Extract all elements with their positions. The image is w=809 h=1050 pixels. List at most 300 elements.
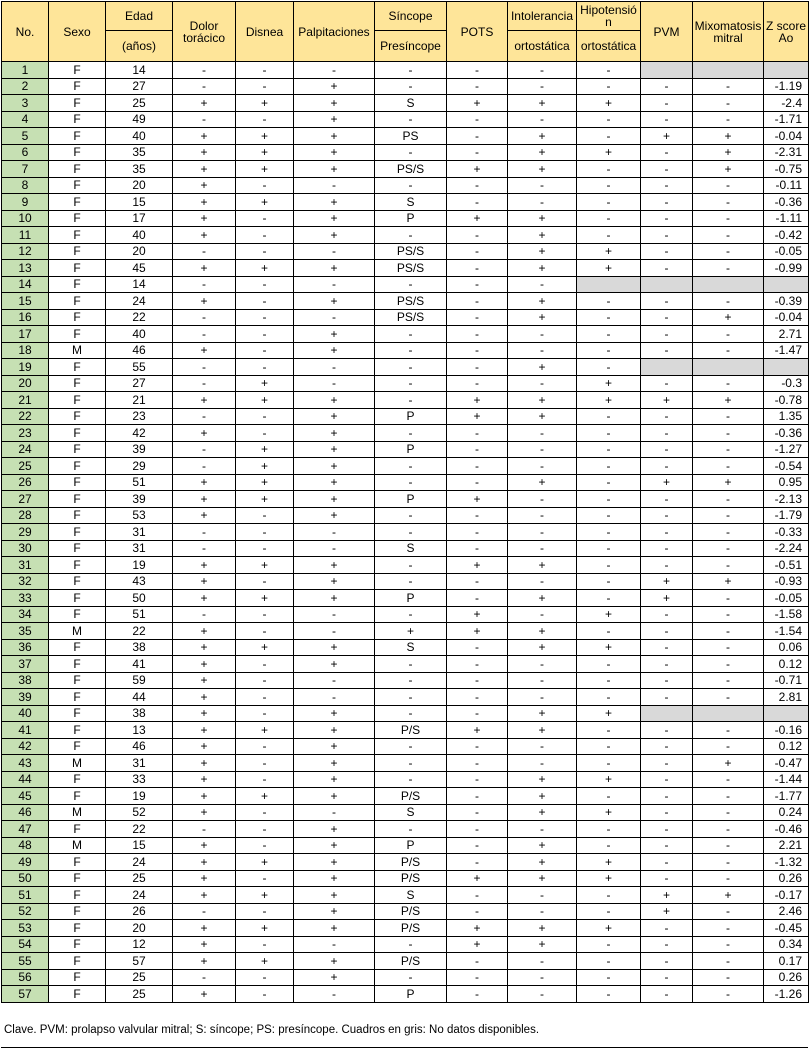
cell-palpitaciones: - — [294, 540, 375, 557]
cell-intolerancia: - — [508, 969, 577, 986]
cell-dolor: + — [173, 854, 236, 871]
cell-dolor: + — [173, 557, 236, 574]
cell-intolerancia: + — [508, 210, 577, 227]
cell-sincope: P/S — [375, 722, 447, 739]
cell-dolor: + — [173, 705, 236, 722]
cell-pots: - — [447, 227, 508, 244]
cell-pots: - — [447, 507, 508, 524]
cell-dolor: - — [173, 309, 236, 326]
cell-no: 45 — [2, 788, 49, 805]
cell-no: 8 — [2, 177, 49, 194]
cell-no: 1 — [2, 62, 49, 79]
cell-intolerancia: - — [508, 524, 577, 541]
cell-palpitaciones: - — [294, 804, 375, 821]
cell-pots: - — [447, 524, 508, 541]
cell-sincope: P — [375, 837, 447, 854]
cell-intolerancia: + — [508, 474, 577, 491]
cell-disnea: - — [236, 111, 294, 128]
cell-pots: - — [447, 309, 508, 326]
header-palpitaciones: Palpitaciones — [294, 2, 375, 62]
cell-sincope: P/S — [375, 920, 447, 937]
cell-sincope: - — [375, 375, 447, 392]
cell-palpitaciones: + — [294, 920, 375, 937]
cell-pvm: - — [641, 375, 693, 392]
table-row — [2, 309, 809, 326]
cell-no: 3 — [2, 95, 49, 112]
cell-zscore: 0.06 — [764, 639, 809, 656]
cell-sincope: - — [375, 969, 447, 986]
cell-pvm: - — [641, 227, 693, 244]
cell-pots: - — [447, 194, 508, 211]
cell-edad: 22 — [106, 623, 173, 640]
cell-disnea: + — [236, 441, 294, 458]
cell-edad: 43 — [106, 573, 173, 590]
table-row — [2, 128, 809, 145]
cell-palpitaciones: + — [294, 557, 375, 574]
cell-zscore: 2.46 — [764, 903, 809, 920]
cell-sexo: F — [49, 903, 106, 920]
table-row — [2, 408, 809, 425]
cell-no: 11 — [2, 227, 49, 244]
cell-intolerancia: - — [508, 458, 577, 475]
cell-sincope: - — [375, 573, 447, 590]
cell-sincope: S — [375, 639, 447, 656]
cell-mixomatosis: - — [693, 441, 764, 458]
cell-intolerancia: - — [508, 986, 577, 1003]
cell-sincope: P/S — [375, 870, 447, 887]
cell-mixomatosis: - — [693, 623, 764, 640]
cell-palpitaciones: + — [294, 722, 375, 739]
cell-palpitaciones: + — [294, 837, 375, 854]
cell-zscore: -1.11 — [764, 210, 809, 227]
cell-intolerancia: - — [508, 656, 577, 673]
table-row — [2, 986, 809, 1003]
cell-sincope: - — [375, 62, 447, 79]
cell-pots: - — [447, 293, 508, 310]
cell-zscore: 0.26 — [764, 870, 809, 887]
cell-mixomatosis — [693, 705, 764, 722]
cell-no: 39 — [2, 689, 49, 706]
cell-intolerancia: - — [508, 887, 577, 904]
cell-disnea: - — [236, 623, 294, 640]
cell-no: 28 — [2, 507, 49, 524]
cell-pvm: - — [641, 854, 693, 871]
cell-pots: + — [447, 491, 508, 508]
cell-pots: + — [447, 920, 508, 937]
cell-hipotension: - — [577, 755, 641, 772]
cell-edad: 22 — [106, 309, 173, 326]
cell-edad: 29 — [106, 458, 173, 475]
cell-hipotension: - — [577, 111, 641, 128]
table-row — [2, 623, 809, 640]
cell-sexo: F — [49, 491, 106, 508]
cell-zscore: -0.04 — [764, 128, 809, 145]
cell-pots: - — [447, 326, 508, 343]
cell-dolor: - — [173, 540, 236, 557]
cell-pvm: - — [641, 491, 693, 508]
cell-sexo: F — [49, 227, 106, 244]
cell-pvm: - — [641, 78, 693, 95]
cell-pvm: - — [641, 441, 693, 458]
cell-mixomatosis: - — [693, 986, 764, 1003]
cell-zscore: -1.44 — [764, 771, 809, 788]
cell-pvm: - — [641, 837, 693, 854]
cell-intolerancia: + — [508, 920, 577, 937]
cell-intolerancia: - — [508, 738, 577, 755]
cell-sexo: F — [49, 722, 106, 739]
cell-disnea: - — [236, 689, 294, 706]
cell-zscore: -0.17 — [764, 887, 809, 904]
cell-no: 38 — [2, 672, 49, 689]
header-mixomatosis: Mixomatosis mitral — [693, 2, 764, 62]
cell-palpitaciones: - — [294, 986, 375, 1003]
cell-palpitaciones: + — [294, 854, 375, 871]
cell-disnea: - — [236, 969, 294, 986]
cell-dolor: + — [173, 986, 236, 1003]
cell-hipotension: + — [577, 920, 641, 937]
table-row — [2, 573, 809, 590]
table-row — [2, 458, 809, 475]
cell-zscore: -0.36 — [764, 425, 809, 442]
cell-disnea: - — [236, 705, 294, 722]
cell-mixomatosis: - — [693, 293, 764, 310]
cell-sexo: F — [49, 738, 106, 755]
cell-no: 27 — [2, 491, 49, 508]
cell-palpitaciones: - — [294, 524, 375, 541]
cell-dolor: - — [173, 821, 236, 838]
cell-dolor: - — [173, 441, 236, 458]
table-row — [2, 392, 809, 409]
cell-disnea: - — [236, 986, 294, 1003]
cell-mixomatosis: - — [693, 342, 764, 359]
cell-sincope: P/S — [375, 788, 447, 805]
cell-hipotension: - — [577, 227, 641, 244]
cell-mixomatosis: - — [693, 507, 764, 524]
cell-pvm: - — [641, 177, 693, 194]
cell-intolerancia: + — [508, 590, 577, 607]
cell-edad: 59 — [106, 672, 173, 689]
cell-pvm: - — [641, 408, 693, 425]
cell-pots: - — [447, 111, 508, 128]
cell-sexo: F — [49, 821, 106, 838]
cell-dolor: - — [173, 903, 236, 920]
cell-palpitaciones: + — [294, 903, 375, 920]
cell-sincope: PS/S — [375, 309, 447, 326]
cell-edad: 40 — [106, 128, 173, 145]
cell-pots: - — [447, 656, 508, 673]
cell-edad: 14 — [106, 62, 173, 79]
table-row — [2, 722, 809, 739]
cell-pvm — [641, 276, 693, 293]
cell-sexo: F — [49, 326, 106, 343]
cell-dolor: + — [173, 887, 236, 904]
cell-pvm: - — [641, 425, 693, 442]
cell-pvm: - — [641, 293, 693, 310]
cell-palpitaciones: + — [294, 210, 375, 227]
cell-sexo: M — [49, 804, 106, 821]
cell-dolor: - — [173, 359, 236, 376]
cell-pvm: - — [641, 309, 693, 326]
cell-intolerancia: - — [508, 672, 577, 689]
cell-pots: + — [447, 722, 508, 739]
cell-mixomatosis: - — [693, 969, 764, 986]
cell-edad: 15 — [106, 194, 173, 211]
cell-mixomatosis: - — [693, 738, 764, 755]
cell-sincope: - — [375, 227, 447, 244]
cell-pots: - — [447, 738, 508, 755]
cell-edad: 19 — [106, 788, 173, 805]
table-row — [2, 837, 809, 854]
cell-dolor: - — [173, 524, 236, 541]
cell-disnea: + — [236, 458, 294, 475]
cell-pvm: + — [641, 903, 693, 920]
cell-no: 52 — [2, 903, 49, 920]
cell-palpitaciones: + — [294, 128, 375, 145]
cell-sincope: - — [375, 458, 447, 475]
cell-pots: - — [447, 969, 508, 986]
cell-intolerancia: + — [508, 870, 577, 887]
cell-dolor: + — [173, 920, 236, 937]
cell-disnea: + — [236, 392, 294, 409]
cell-hipotension: + — [577, 639, 641, 656]
table-row — [2, 590, 809, 607]
cell-disnea: + — [236, 144, 294, 161]
cell-mixomatosis: - — [693, 837, 764, 854]
table-row — [2, 326, 809, 343]
cell-intolerancia: - — [508, 491, 577, 508]
cell-sincope: - — [375, 738, 447, 755]
cell-zscore: -0.11 — [764, 177, 809, 194]
cell-zscore: -0.45 — [764, 920, 809, 937]
cell-zscore: -0.71 — [764, 672, 809, 689]
cell-disnea: + — [236, 95, 294, 112]
cell-intolerancia: + — [508, 837, 577, 854]
cell-disnea: - — [236, 78, 294, 95]
cell-hipotension: - — [577, 359, 641, 376]
cell-hipotension: - — [577, 540, 641, 557]
table-row — [2, 375, 809, 392]
cell-disnea: - — [236, 870, 294, 887]
cell-sexo: F — [49, 309, 106, 326]
cell-pots: + — [447, 606, 508, 623]
cell-hipotension: + — [577, 804, 641, 821]
cell-edad: 35 — [106, 161, 173, 178]
cell-no: 36 — [2, 639, 49, 656]
cell-sincope: - — [375, 557, 447, 574]
cell-pots: - — [447, 276, 508, 293]
cell-dolor: + — [173, 689, 236, 706]
cell-pots: - — [447, 540, 508, 557]
cell-mixomatosis: - — [693, 194, 764, 211]
cell-zscore: -0.39 — [764, 293, 809, 310]
cell-zscore — [764, 705, 809, 722]
cell-edad: 39 — [106, 491, 173, 508]
cell-dolor: + — [173, 507, 236, 524]
cell-zscore: -0.05 — [764, 590, 809, 607]
table-row — [2, 260, 809, 277]
cell-pots: + — [447, 210, 508, 227]
cell-pots: + — [447, 95, 508, 112]
cell-intolerancia: + — [508, 557, 577, 574]
cell-disnea: - — [236, 936, 294, 953]
cell-mixomatosis: - — [693, 821, 764, 838]
table-row — [2, 177, 809, 194]
cell-intolerancia: - — [508, 606, 577, 623]
cell-disnea: - — [236, 276, 294, 293]
cell-disnea: + — [236, 375, 294, 392]
table-row — [2, 870, 809, 887]
cell-palpitaciones: - — [294, 936, 375, 953]
cell-no: 10 — [2, 210, 49, 227]
cell-no: 23 — [2, 425, 49, 442]
cell-no: 14 — [2, 276, 49, 293]
cell-palpitaciones: + — [294, 705, 375, 722]
cell-sincope: - — [375, 111, 447, 128]
cell-pvm: - — [641, 986, 693, 1003]
cell-disnea: - — [236, 821, 294, 838]
cell-pvm: - — [641, 507, 693, 524]
cell-mixomatosis: - — [693, 722, 764, 739]
cell-pvm: - — [641, 788, 693, 805]
cell-sincope: P/S — [375, 953, 447, 970]
table-row — [2, 62, 809, 79]
cell-sincope: P/S — [375, 854, 447, 871]
cell-hipotension: - — [577, 293, 641, 310]
cell-intolerancia: + — [508, 936, 577, 953]
cell-no: 24 — [2, 441, 49, 458]
header-edad-unit: (años) — [106, 31, 173, 62]
cell-hipotension: - — [577, 738, 641, 755]
cell-pvm — [641, 62, 693, 79]
cell-sexo: F — [49, 458, 106, 475]
cell-hipotension: - — [577, 903, 641, 920]
table-row — [2, 293, 809, 310]
cell-disnea: - — [236, 540, 294, 557]
cell-pvm: - — [641, 771, 693, 788]
cell-edad: 12 — [106, 936, 173, 953]
cell-sexo: F — [49, 276, 106, 293]
cell-intolerancia: - — [508, 194, 577, 211]
cell-pots: - — [447, 177, 508, 194]
cell-dolor: - — [173, 606, 236, 623]
cell-pvm: - — [641, 755, 693, 772]
cell-disnea: - — [236, 804, 294, 821]
cell-pvm — [641, 359, 693, 376]
cell-intolerancia: - — [508, 62, 577, 79]
cell-pvm: - — [641, 111, 693, 128]
cell-pots: - — [447, 953, 508, 970]
cell-zscore: -1.32 — [764, 854, 809, 871]
cell-sexo: F — [49, 194, 106, 211]
cell-pots: - — [447, 788, 508, 805]
cell-sincope: PS/S — [375, 243, 447, 260]
table-row — [2, 474, 809, 491]
cell-sexo: F — [49, 293, 106, 310]
header-zscore: Z score Ao — [764, 2, 809, 62]
cell-palpitaciones: + — [294, 194, 375, 211]
table-row — [2, 804, 809, 821]
cell-sexo: F — [49, 936, 106, 953]
cell-sexo: F — [49, 920, 106, 937]
cell-dolor: + — [173, 837, 236, 854]
cell-dolor: - — [173, 62, 236, 79]
cell-pots: - — [447, 755, 508, 772]
cell-sincope: P — [375, 986, 447, 1003]
table-row — [2, 243, 809, 260]
cell-sincope: S — [375, 887, 447, 904]
table-row — [2, 606, 809, 623]
cell-sincope: PS/S — [375, 293, 447, 310]
cell-no: 56 — [2, 969, 49, 986]
cell-no: 55 — [2, 953, 49, 970]
cell-disnea: + — [236, 887, 294, 904]
table-footnote: Clave. PVM: prolapso valvular mitral; S: síncope; PS: presíncope. Cuadros en gris: No datos disponibles. — [4, 1024, 540, 1036]
cell-hipotension: + — [577, 260, 641, 277]
cell-mixomatosis — [693, 62, 764, 79]
cell-mixomatosis: - — [693, 540, 764, 557]
table-row — [2, 359, 809, 376]
cell-sexo: F — [49, 606, 106, 623]
cell-disnea: + — [236, 788, 294, 805]
cell-mixomatosis: - — [693, 920, 764, 937]
cell-edad: 52 — [106, 804, 173, 821]
table-row — [2, 936, 809, 953]
cell-pots: - — [447, 837, 508, 854]
cell-pvm: - — [641, 623, 693, 640]
cell-edad: 27 — [106, 375, 173, 392]
cell-mixomatosis: + — [693, 755, 764, 772]
cell-intolerancia: - — [508, 326, 577, 343]
cell-sincope: - — [375, 342, 447, 359]
cell-pots: - — [447, 78, 508, 95]
cell-sexo: F — [49, 656, 106, 673]
cell-palpitaciones: + — [294, 227, 375, 244]
cell-pvm: - — [641, 722, 693, 739]
cell-pvm: - — [641, 606, 693, 623]
header-ortostatica-intolerancia: ortostática — [508, 31, 577, 62]
cell-no: 7 — [2, 161, 49, 178]
cell-mixomatosis — [693, 359, 764, 376]
cell-zscore: -0.75 — [764, 161, 809, 178]
cell-sincope: S — [375, 95, 447, 112]
cell-sexo: F — [49, 408, 106, 425]
cell-palpitaciones: + — [294, 771, 375, 788]
cell-intolerancia: - — [508, 821, 577, 838]
cell-hipotension — [577, 276, 641, 293]
cell-edad: 24 — [106, 854, 173, 871]
cell-pots: - — [447, 243, 508, 260]
cell-no: 54 — [2, 936, 49, 953]
cell-zscore: 2.21 — [764, 837, 809, 854]
cell-edad: 27 — [106, 78, 173, 95]
cell-hipotension: + — [577, 392, 641, 409]
cell-intolerancia: - — [508, 342, 577, 359]
cell-hipotension: - — [577, 986, 641, 1003]
cell-dolor: + — [173, 639, 236, 656]
cell-mixomatosis: - — [693, 771, 764, 788]
cell-disnea: - — [236, 771, 294, 788]
cell-pots: - — [447, 903, 508, 920]
cell-sexo: F — [49, 870, 106, 887]
cell-pots: - — [447, 590, 508, 607]
table-row — [2, 210, 809, 227]
cell-hipotension: - — [577, 458, 641, 475]
cell-mixomatosis: - — [693, 903, 764, 920]
table-row — [2, 491, 809, 508]
cell-zscore: 0.17 — [764, 953, 809, 970]
cell-no: 25 — [2, 458, 49, 475]
table-row — [2, 524, 809, 541]
